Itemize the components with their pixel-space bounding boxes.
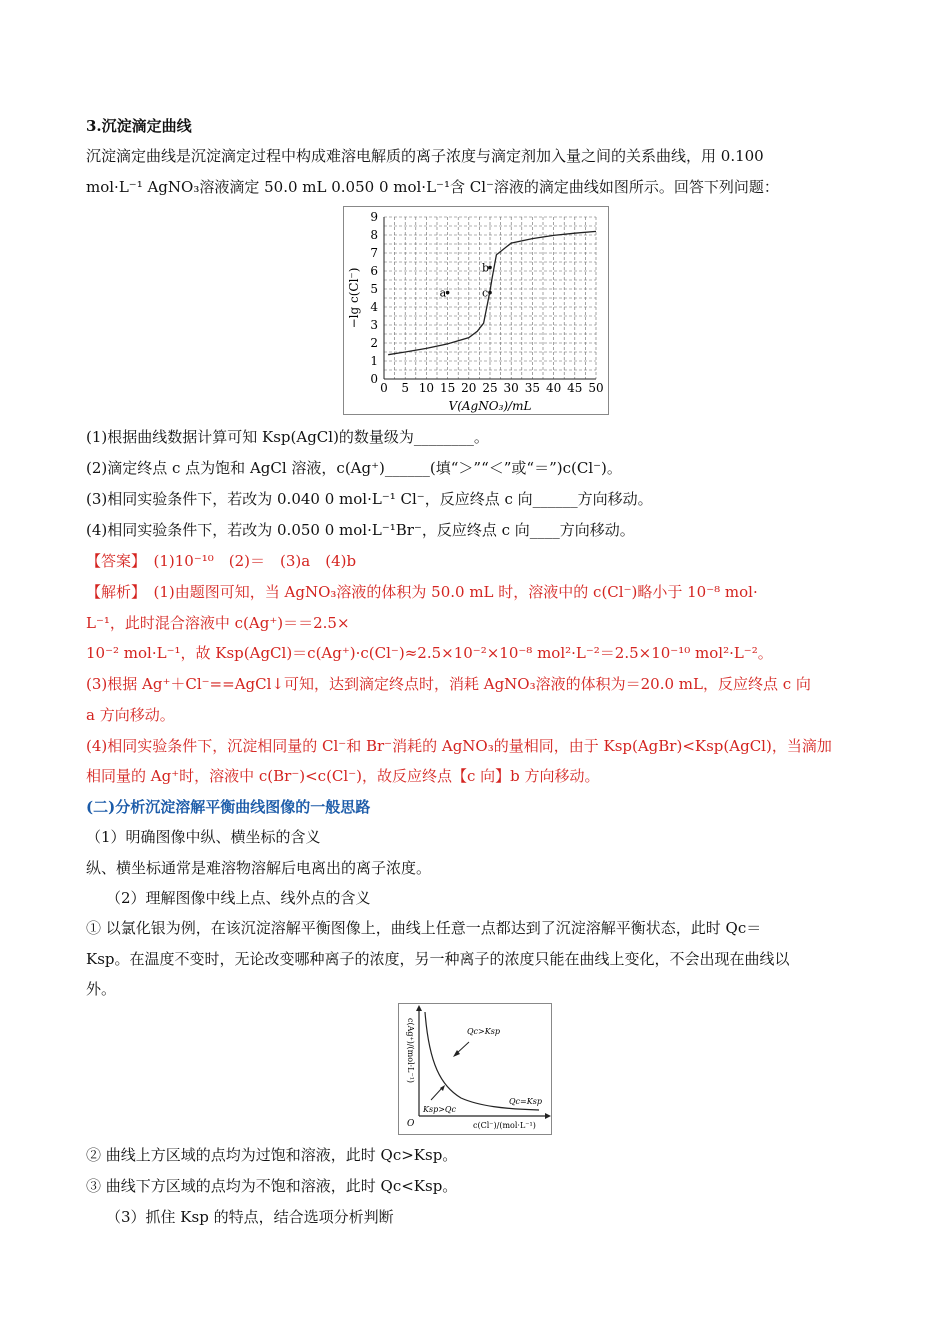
y-tick-label: 2	[370, 336, 378, 350]
figure2-xlabel: c(Cl⁻)/(mol·L⁻¹)	[473, 1121, 536, 1130]
y-tick-label: 5	[370, 282, 378, 296]
x-tick-label: 0	[380, 381, 388, 395]
y-tick-label: 1	[370, 354, 378, 368]
x-tick-label: 10	[418, 381, 435, 395]
section2-line-2: 纵、横坐标通常是难溶物溶解后电离出的离子浓度。	[86, 859, 432, 877]
analysis-line-3: 10⁻² mol·L⁻¹，故 Ksp(AgCl)＝c(Ag⁺)·c(Cl⁻)≈2.5×10⁻²×10⁻⁸ mol²·L⁻²＝2.5×10⁻¹⁰ mol²·L⁻²。	[86, 644, 773, 662]
section-heading: 3.沉淀滴定曲线	[86, 117, 192, 135]
section2-line-3: （2）理解图像中线上点、线外点的含义	[106, 889, 371, 907]
analysis-line-5: a 方向移动。	[86, 706, 175, 724]
analysis-line-7: 相同量的 Ag⁺时，溶液中 c(Br⁻)<c(Cl⁻)，故反应终点【c 向】b 方向移动。	[86, 767, 600, 785]
question-4: (4)相同实验条件下，若改为 0.050 0 mol·L⁻¹Br⁻，反应终点 c 向____方向移动。	[86, 521, 635, 539]
section2-title: (二)分析沉淀溶解平衡曲线图像的一般思路	[86, 798, 371, 816]
titration-chart	[343, 206, 609, 415]
y-tick-label: 0	[370, 372, 378, 386]
x-tick-label: 30	[503, 381, 519, 395]
question-1: (1)根据曲线数据计算可知 Ksp(AgCl)的数量级为________。	[86, 428, 489, 446]
point-label-a: a	[439, 286, 447, 300]
analysis-line-4: (3)根据 Ag⁺＋Cl⁻==AgCl↓可知，达到滴定终点时，消耗 AgNO₃溶液的体积为＝20.0 mL，反应终点 c 向	[86, 675, 811, 693]
y-tick-label: 4	[370, 300, 378, 314]
section2-after-1: ② 曲线上方区域的点均为过饱和溶液，此时 Qc>Ksp。	[86, 1146, 458, 1164]
question-3: (3)相同实验条件下，若改为 0.040 0 mol·L⁻¹ Cl⁻，反应终点 c 向______方向移动。	[86, 490, 653, 508]
section2-line-5: Ksp。在温度不变时，无论改变哪种离子的浓度，另一种离子的浓度只能在曲线上变化，不会出现在曲线以	[86, 950, 790, 968]
x-tick-label: 15	[439, 381, 456, 395]
y-tick-label: 9	[370, 210, 378, 224]
figure2-label-below: Ksp>Qc	[423, 1105, 456, 1114]
titration-chart-svg	[344, 207, 608, 414]
y-tick-label: 7	[370, 246, 378, 260]
figure2-label-above: Qc>Ksp	[467, 1027, 500, 1036]
x-tick-label: 5	[401, 381, 410, 395]
intro-line-2: mol·L⁻¹ AgNO₃溶液滴定 50.0 mL 0.050 0 mol·L⁻¹含 Cl⁻溶液的滴定曲线如图所示。回答下列问题：	[86, 178, 779, 196]
analysis-line-1: 【解析】 (1)由题图可知，当 AgNO₃溶液的体积为 50.0 mL 时，溶液中的 c(Cl⁻)略小于 10⁻⁸ mol·	[86, 583, 758, 601]
section2-after-2: ③ 曲线下方区域的点均为不饱和溶液，此时 Qc<Ksp。	[86, 1177, 458, 1195]
intro-line-1: 沉淀滴定曲线是沉淀滴定过程中构成难溶电解质的离子浓度与滴定剂加入量之间的关系曲线，用 0.100	[86, 147, 764, 165]
x-axis-label: V(AgNO₃)/mL	[448, 399, 532, 413]
figure2-label-curve: Qc=Ksp	[509, 1097, 542, 1106]
answer-line: 【答案】 (1)10⁻¹⁰ (2)＝ (3)a (4)b	[86, 552, 357, 570]
figure2-origin: O	[407, 1119, 415, 1129]
point-a	[446, 291, 450, 295]
equilibrium-figure	[398, 1003, 552, 1135]
section2-line-6: 外。	[86, 980, 117, 998]
x-tick-label: 35	[524, 381, 541, 395]
analysis-line-2: L⁻¹，此时混合溶液中 c(Ag⁺)＝＝2.5×	[86, 614, 350, 632]
titration-curve	[388, 231, 596, 354]
point-label-b: b	[482, 261, 490, 275]
equilibrium-figure-svg	[399, 1004, 551, 1134]
section2-line-1: （1）明确图像中纵、横坐标的含义	[86, 828, 321, 846]
analysis-line-6: (4)相同实验条件下，沉淀相同量的 Cl⁻和 Br⁻消耗的 AgNO₃的量相同，由于 Ksp(AgBr)<Ksp(AgCl)，当滴加	[86, 737, 832, 755]
y-tick-label: 3	[370, 318, 378, 332]
x-tick-label: 50	[588, 381, 604, 395]
point-label-c: c	[482, 286, 489, 300]
section2-line-4: ① 以氯化银为例，在该沉淀溶解平衡图像上，曲线上任意一点都达到了沉淀溶解平衡状态，此时 Qc＝	[86, 919, 762, 937]
y-tick-label: 8	[370, 228, 378, 242]
x-tick-label: 20	[461, 381, 477, 395]
x-tick-label: 45	[567, 381, 583, 395]
figure2-ylabel: c(Ag⁺)/(mol·L⁻¹)	[406, 1018, 415, 1084]
x-tick-label: 25	[482, 381, 498, 395]
question-2: (2)滴定终点 c 点为饱和 AgCl 溶液，c(Ag⁺)______(填“＞”“＜”或“＝”)c(Cl⁻)。	[86, 459, 622, 477]
y-tick-label: 6	[370, 264, 378, 278]
x-tick-label: 40	[545, 381, 562, 395]
y-axis-label: −lg c(Cl⁻)	[347, 267, 361, 329]
point-c	[488, 291, 492, 295]
section2-after-3: （3）抓住 Ksp 的特点，结合选项分析判断	[106, 1208, 394, 1226]
